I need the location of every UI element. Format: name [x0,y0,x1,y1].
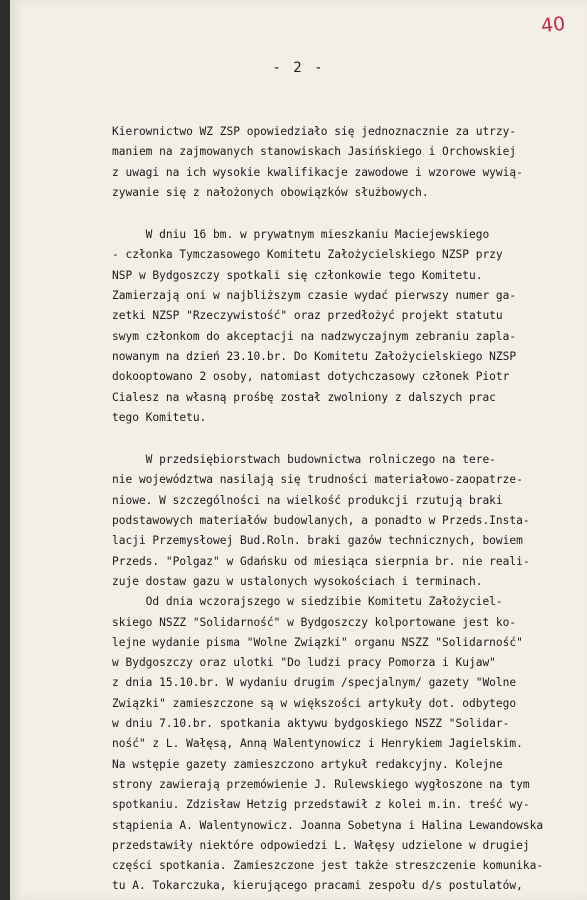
text-line: W dniu 16 bm. w prywatnym mieszkaniu Maciejewskiego [112,228,490,242]
text-line: nie województwa nasilają się trudności materiałowo-zaopatrze- [112,473,523,487]
text-line: nowanym na dzień 23.10.br. Do Komitetu Założycielskiego NZSP [112,349,517,363]
handwritten-archive-number: 40 [539,12,567,38]
text-line: lejne wydanie pisma "Wolne Związki" organu NSZZ "Solidarność" [112,635,523,649]
document-page [10,0,587,900]
text-line: lacji Przemysłowej Bud.Roln. braki gazów technicznych, bowiem [112,534,523,548]
text-line: Zamierzają oni w najbliższym czasie wydać pierwszy numer ga- [112,289,517,303]
text-line: tu A. Tokarczuka, kierującego pracami zespołu d/s postulatów, [112,879,523,893]
text-line: ność" z L. Wałęsą, Anną Walentynowicz i Henrykiem Jagielskim. [112,737,523,751]
text-line: w dniu 7.10.br. spotkania aktywu bydgoskiego NSZZ "Solidar- [112,717,510,731]
text-line: podstawowych materiałów budowlanych, a ponadto w Przeds.Insta- [112,514,530,528]
text-line: części spotkania. Zamieszczone jest także streszczenie komunika- [112,859,544,873]
text-line: Na wstępie gazety zamieszczono artykuł redakcyjny. Kolejne [112,757,503,771]
page-number: - 2 - [272,60,325,76]
text-line: dokooptowano 2 osoby, natomiast dotychczasowy członek Piotr [112,370,510,384]
text-line: Od dnia wczorajszego w siedzibie Komitetu Założyciel- [112,595,503,609]
text-line: Przeds. "Polgaz" w Gdańsku od miesiąca sierpnia br. nie reali- [112,554,530,568]
text-line: NSP w Bydgoszczy spotkali się członkowie tego Komitetu. [112,268,483,282]
document-body [112,122,582,897]
text-line: zuje dostaw gazu w ustalonych wysokościach i terminach. [112,574,483,588]
text-line: zetki NZSP "Rzeczywistość" oraz przedłożyć projekt statutu [112,309,503,323]
text-line: swym członkom do akceptacji na nadzwyczajnym zebraniu zapla- [112,329,517,343]
text-line: przedstawiły niektóre odpowiedzi L. Wałęsy udzielone w drugiej [112,838,530,852]
text-line: skiego NSZZ "Solidarność" w Bydgoszczy kolportowane jest ko- [112,615,517,629]
text-line: z dnia 15.10.br. W wydaniu drugim /specjalnym/ gazety "Wolne [112,676,517,690]
paragraph [112,450,582,592]
paragraph [112,592,582,896]
text-line: z uwagi na ich wysokie kwalifikacje zawodowe i wzorowe wywią- [112,165,523,179]
text-line: maniem na zajmowanych stanowiskach Jasińskiego i Orchowskiej [112,145,517,159]
text-line: strony zawierają przemówienie J. Rulewskiego wygłoszone na tym [112,777,530,791]
text-line: W przedsiębiorstwach budownictwa rolniczego na tere- [112,453,496,467]
text-line: - członka Tymczasowego Komitetu Założycielskiego NZSP przy [112,248,503,262]
text-line: w Bydgoszczy oraz ulotki "Do ludzi pracy Pomorza i Kujaw" [112,656,496,670]
text-line: spotkaniu. Zdzisław Hetzig przedstawił z kolei m.in. treść wy- [112,798,530,812]
text-line: Kierownictwo WZ ZSP opowiedziało się jednoznacznie za utrzy- [112,125,517,138]
paragraph [112,122,582,203]
text-line: stąpienia A. Walentynowicz. Joanna Sobetyna i Halina Lewandowska [112,818,544,832]
text-line: zywanie się z nałożonych obowiązków służbowych. [112,185,429,199]
paragraph [112,225,582,428]
text-line: niowe. W szczególności na wielkość produkcji rzutują braki [112,493,503,507]
text-line: Związki" zamieszczone są w większości artykuły dot. odbytego [112,696,517,710]
text-line: Cialesz na własną prośbę został zwolniony z dalszych prac [112,390,496,404]
text-line: tego Komitetu. [112,410,207,424]
binder-edge [0,0,10,900]
